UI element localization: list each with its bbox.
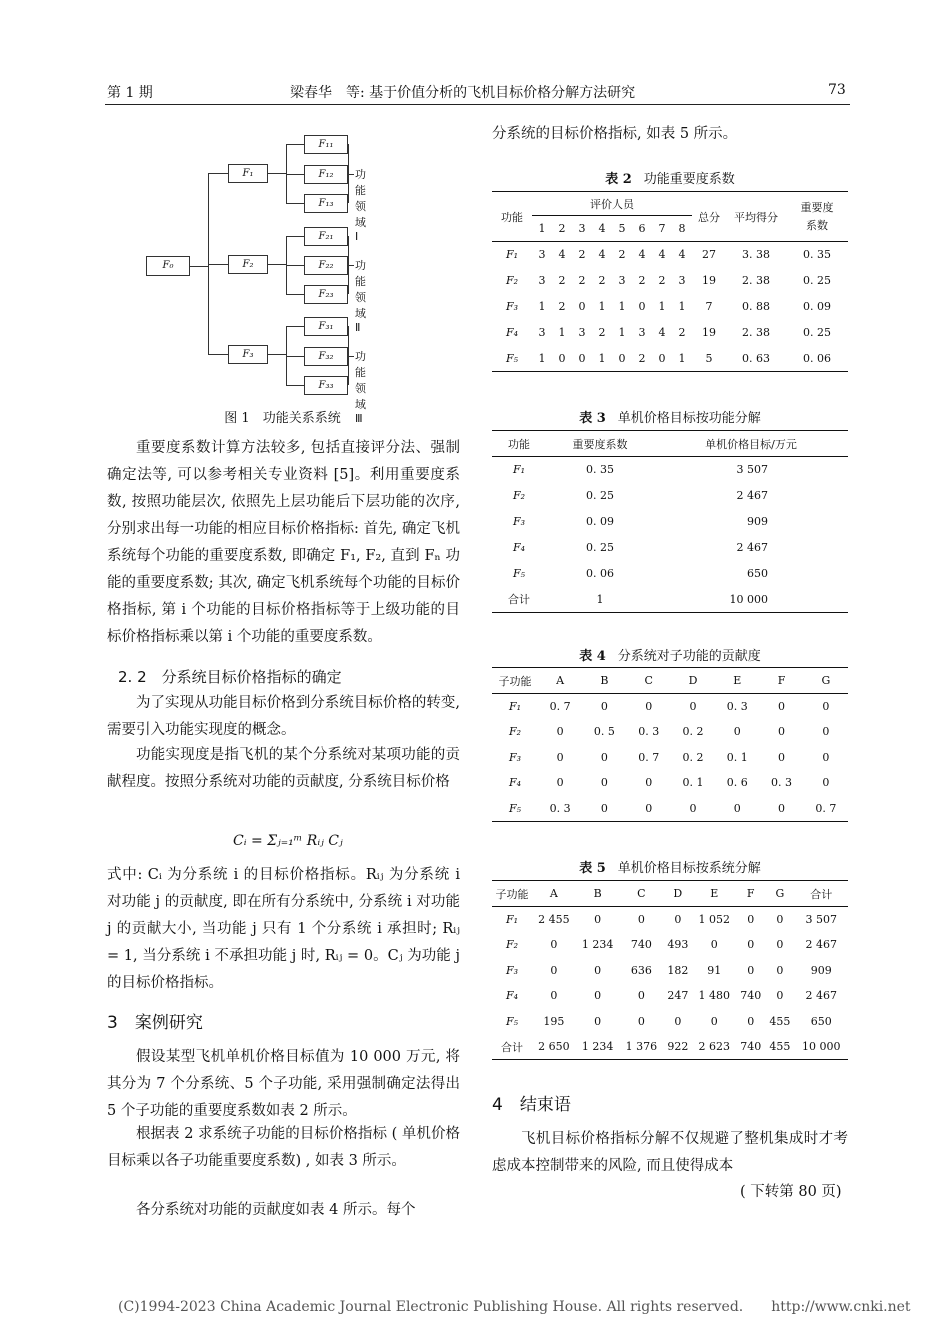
table-cell: 0. 3 — [638, 725, 660, 739]
table-cell: 740 — [740, 989, 762, 1003]
node-f21: F₂₁ — [304, 227, 348, 246]
table-cell: 0 — [778, 725, 786, 739]
function-cell: F₅ — [492, 346, 532, 372]
table-row — [492, 983, 848, 1009]
table-cell: 0 — [747, 913, 755, 926]
table-cell: 0 — [594, 963, 602, 977]
table-cell: 0. 2 — [682, 725, 704, 739]
section-4-heading: 4 结束语 — [492, 1095, 571, 1115]
score-cell: 0 — [638, 300, 646, 313]
table-cell: 0 — [645, 776, 653, 790]
score-cell: 1 — [618, 326, 626, 339]
table-cell: 0 — [637, 913, 645, 926]
table-row — [492, 694, 848, 720]
table-cell: F₃ — [505, 963, 519, 977]
node-f33: F₃₃ — [304, 376, 348, 395]
score-cell: 3 — [538, 248, 546, 262]
score-cell: 1 — [532, 346, 552, 372]
score-cell: 4 — [658, 326, 666, 339]
table-cell: 0. 2 — [682, 750, 704, 764]
table-cell: F₂ — [505, 938, 519, 952]
table-cell: 0 — [778, 750, 786, 764]
function-cell: F₁ — [512, 463, 526, 477]
score-cell: 2 — [658, 274, 666, 287]
score-cell: 3 — [578, 326, 586, 339]
coef-cell: 0. 35 — [803, 248, 831, 262]
table5-caption: 表 5 单机价格目标按系统分解 — [579, 861, 761, 876]
table-cell: 0 — [710, 1014, 718, 1028]
table-cell: 0 — [637, 1014, 645, 1028]
table-cell: 0. 3 — [771, 776, 793, 790]
score-cell: 0 — [612, 346, 632, 372]
table-cell: 740 — [736, 1034, 765, 1060]
table-cell: 0 — [550, 963, 558, 977]
coef-cell: 0. 35 — [586, 463, 614, 477]
table-cell: 1 052 — [698, 913, 731, 926]
price-cell: 650 — [747, 567, 768, 580]
table-cell: 0. 6 — [726, 776, 748, 790]
table-cell: 0 — [550, 989, 558, 1003]
coef-cell: 0. 25 — [803, 274, 831, 287]
table-cell: 0 — [759, 796, 803, 822]
table-cell: 0 — [689, 700, 697, 713]
total-cell: 27 — [702, 248, 716, 262]
coef-cell: 1 — [546, 587, 654, 613]
node-f11: F₁₁ — [304, 135, 348, 154]
table-cell: F₃ — [508, 750, 522, 764]
avg-cell: 0. 88 — [742, 300, 770, 313]
table-cell: 3 507 — [805, 913, 837, 926]
coef-cell: 0. 06 — [586, 567, 614, 580]
node-f3: F₃ — [228, 345, 268, 364]
table-cell: 909 — [810, 963, 832, 977]
table-cell: 0 — [600, 750, 608, 764]
figure-caption: 图 1 功能关系系统 — [224, 411, 341, 426]
table-row — [492, 483, 848, 509]
table-cell: 740 — [630, 938, 652, 952]
function-cell: F₅ — [512, 567, 526, 580]
table-3: 功能 重要度系数 单机价格目标/万元 F₁ 0. 35 3 507 F₂ 0. 25 2 467 F₃ 0. 09 909 F₄ 0. 25 2 467 F₅ 0. 06 650 合计 1 10 000 — [492, 430, 848, 613]
page-number: 73 — [828, 82, 846, 98]
table-cell: 922 — [663, 1034, 692, 1060]
paragraph-transition: 为了实现从功能目标价格到分系统目标价格的转变, 需要引入功能实现度的概念。 — [107, 695, 460, 738]
table-cell: F₅ — [492, 796, 538, 822]
table-cell: 0 — [671, 796, 715, 822]
table-cell: F₅ — [505, 1014, 519, 1028]
table-cell: 1 234 — [581, 938, 614, 952]
table-cell: 2 455 — [538, 913, 570, 926]
score-cell: 2 — [598, 274, 606, 287]
table-cell: 0 — [600, 700, 608, 713]
table-cell: 0. 7 — [804, 796, 848, 822]
table-cell: F₁ — [505, 913, 519, 926]
coef-cell: 0. 09 — [803, 300, 831, 313]
score-cell: 0 — [652, 346, 672, 372]
price-cell: 909 — [747, 515, 768, 528]
table-5: 子功能 A B C D E F G 合计 F₁ 2 455 0 0 0 1 052 0 0 3 507 F₂ 0 1 234 740 493 0 0 0 2 467 F₃ 0 0 636 182 91 0 0 909 F₄ 0 0 0 247 1 480 740 0 2 467 F₅ 195 0 0 0 0 0 455 650 合计 2 650 1 234 1 376 922 2 623 740 455 10 000 — [492, 880, 848, 1060]
score-cell: 4 — [558, 248, 566, 262]
table-cell: 0 — [582, 796, 626, 822]
total-cell: 5 — [692, 346, 726, 372]
coef-cell: 0. 06 — [786, 346, 848, 372]
table-cell: 0 — [594, 989, 602, 1003]
table-cell: 0 — [715, 796, 759, 822]
total-cell: 7 — [705, 300, 713, 313]
price-cell: 2 467 — [736, 541, 768, 554]
table-cell: 2 650 — [532, 1034, 576, 1060]
table-cell: 0 — [822, 725, 830, 739]
table-cell: 0 — [776, 938, 784, 952]
coef-cell: 0. 25 — [586, 541, 614, 554]
avg-cell: 0. 63 — [726, 346, 786, 372]
score-cell: 1 — [658, 300, 666, 313]
coef-cell: 0. 09 — [586, 515, 614, 528]
table-row — [492, 535, 848, 561]
score-cell: 3 — [538, 326, 546, 339]
score-cell: 1 — [592, 346, 612, 372]
node-f23: F₂₃ — [304, 285, 348, 304]
table-row — [492, 932, 848, 958]
table-row — [492, 796, 848, 822]
table-cell: 10 000 — [794, 1034, 848, 1060]
score-cell: 3 — [678, 274, 686, 287]
price-cell: 2 467 — [736, 489, 768, 502]
formula-ci: Cᵢ = Σⱼ₌₁ᵐ Rᵢⱼ Cⱼ — [233, 833, 343, 849]
table-row — [492, 1034, 848, 1060]
table-2: 功能 评价人员 总分 平均得分 重要度系数 1 2 3 4 5 6 7 8 F₁ 3 4 2 4 2 4 4 4 27 3. 38 0. 35 F₂ 3 2 2 2 3 2 2 3 19 2. 38 0. 25 F₃ 1 2 0 1 1 0 1 1 7 0. 88 0. 09 F₄ 3 1 3 2 1 3 4 2 19 2. 38 0. 25 F₅ 1 0 0 1 0 2 0 1 5 0. 63 0. 06 — [492, 191, 848, 372]
score-cell: 2 — [558, 300, 566, 313]
table-row — [492, 457, 848, 483]
paragraph-formula-explain: 式中: Cᵢ 为分系统 i 的目标价格指标。Rᵢⱼ 为分系统 i 对功能 j 的贡献度, 即在所有分系统中, 分系统 i 对功能 j 的贡献大小, 当功能 j 只有 1 个分系统 i 承担时; Rᵢⱼ = 1, 当分系统 i 不承担功能 j 时, Rᵢⱼ = 0。Cⱼ 为功能 j 的目标价格指标。 — [107, 867, 460, 991]
node-f13: F₁₃ — [304, 194, 348, 213]
score-cell: 2 — [638, 274, 646, 287]
table-cell: F₄ — [505, 989, 519, 1003]
paragraph-importance: 重要度系数计算方法较多, 包括直接评分法、强制确定法等, 可以参考相关专业资料 [5]。利用重要度系数, 按照功能层次, 依照先上层功能后下层功能的次序, 分别求出每一功能的相应目标价格指标: 首先, 确定飞机系统每个功能的重要度系数, 即确定 F₁, F₂, 直到 Fₙ 功能的重要度系数; 其次, 确定飞机系统每个功能的目标价格指标, 第 i 个功能的目标价格指标等于上级功能的目标价格指标乘以第 i 个功能的重要度系数。 — [107, 440, 460, 645]
header-rule — [105, 104, 850, 105]
node-f0: F₀ — [146, 256, 190, 276]
table-cell: 0 — [556, 725, 564, 739]
table-cell: 1 376 — [620, 1034, 664, 1060]
table-row — [492, 1009, 848, 1035]
table-cell: 0. 5 — [593, 725, 615, 739]
table-cell: 0 — [594, 1014, 602, 1028]
total-cell: 19 — [702, 326, 716, 339]
table-cell: 0 — [710, 938, 718, 952]
score-cell: 4 — [638, 248, 646, 262]
table-row — [492, 320, 848, 346]
table-row — [492, 958, 848, 984]
domain-label-3: 功能领域 Ⅲ — [355, 350, 366, 425]
table-cell: 0 — [778, 700, 786, 713]
score-cell: 1 — [598, 300, 606, 313]
score-cell: 2 — [598, 326, 606, 339]
score-cell: 1 — [558, 326, 566, 339]
score-cell: 2 — [678, 326, 686, 339]
function-cell: F₃ — [505, 300, 519, 313]
score-cell: 4 — [678, 248, 686, 262]
score-cell: 0 — [578, 300, 586, 313]
paragraph-realization: 功能实现度是指飞机的某个分系统对某项功能的贡献程度。按照分系统对功能的贡献度, 分系统目标价格 — [107, 747, 460, 790]
table-cell: 0 — [747, 938, 755, 952]
paragraph-table4-ref: 各分系统对功能的贡献度如表 4 所示。每个 — [136, 1202, 416, 1218]
total-cell: 19 — [702, 274, 716, 287]
table-cell: 0 — [550, 938, 558, 952]
price-cell: 3 507 — [736, 463, 768, 477]
table-row — [492, 587, 848, 613]
score-cell: 2 — [618, 248, 626, 262]
paragraph-conclusion: 飞机目标价格指标分解不仅规避了整机集成时才考虑成本控制带来的风险, 而且使得成本 — [492, 1131, 848, 1174]
table-row — [492, 719, 848, 745]
table-row — [492, 346, 848, 372]
table-row — [492, 745, 848, 771]
domain-label-1: 功能领域 Ⅰ — [355, 168, 366, 243]
paragraph-table3-ref: 根据表 2 求系统子功能的目标价格指标 ( 单机价格目标乘以各子功能重要度系数) , 如表 3 所示。 — [107, 1126, 460, 1169]
table-cell: F₁ — [508, 700, 522, 713]
table-cell: 2 467 — [805, 938, 837, 952]
avg-cell: 2. 38 — [742, 274, 770, 287]
table-cell: 2 623 — [692, 1034, 736, 1060]
table-cell: 91 — [707, 963, 722, 977]
table-cell: 0. 3 — [726, 700, 748, 713]
avg-cell: 3. 38 — [742, 248, 770, 262]
table-row — [492, 242, 848, 268]
table-cell: 0 — [822, 776, 830, 790]
table-cell: 0. 3 — [538, 796, 582, 822]
score-cell: 4 — [658, 248, 666, 262]
paragraph-case: 假设某型飞机单机价格目标值为 10 000 万元, 将其分为 7 个分系统、5 个子功能, 采用强制确定法得出 5 个子功能的重要度系数如表 2 所示。 — [107, 1049, 460, 1119]
score-cell: 0 — [552, 346, 572, 372]
coef-cell: 0. 25 — [803, 326, 831, 339]
table-cell: 0 — [747, 1014, 755, 1028]
table-row — [492, 561, 848, 587]
section-3-heading: 3 案例研究 — [107, 1013, 203, 1033]
node-f1: F₁ — [228, 164, 268, 183]
running-title: 梁春华 等: 基于价值分析的飞机目标价格分解方法研究 — [290, 85, 636, 101]
function-cell: F₄ — [505, 326, 519, 339]
table-cell: 0 — [600, 776, 608, 790]
table-cell: 0 — [556, 750, 564, 764]
table4-caption: 表 4 分系统对子功能的贡献度 — [579, 649, 761, 664]
score-cell: 3 — [638, 326, 646, 339]
domain-label-2: 功能领域 Ⅱ — [355, 259, 366, 334]
score-cell: 2 — [558, 274, 566, 287]
score-cell: 2 — [632, 346, 652, 372]
table-cell: 0 — [776, 989, 784, 1003]
coef-cell: 0. 25 — [586, 489, 614, 502]
table-cell: 455 — [769, 1014, 791, 1028]
table-cell: 0 — [776, 963, 784, 977]
table-row — [492, 509, 848, 535]
function-cell: F₁ — [505, 248, 519, 262]
score-cell: 1 — [672, 346, 692, 372]
table-cell: 195 — [543, 1014, 565, 1028]
score-cell: 3 — [538, 274, 546, 287]
table-cell: 493 — [667, 938, 689, 952]
table-row — [492, 770, 848, 796]
score-cell: 2 — [578, 274, 586, 287]
journal-issue: 第 1 期 — [107, 85, 153, 101]
table-cell: 650 — [810, 1014, 832, 1028]
score-cell: 1 — [678, 300, 686, 313]
table-cell: 0. 7 — [549, 700, 571, 713]
node-f32: F₃₂ — [304, 347, 348, 366]
score-cell: 4 — [598, 248, 606, 262]
function-cell: F₂ — [505, 274, 519, 287]
table-cell: 0 — [822, 700, 830, 713]
table-cell: 1 234 — [576, 1034, 620, 1060]
table-cell: 0 — [822, 750, 830, 764]
score-cell: 1 — [618, 300, 626, 313]
price-cell: 10 000 — [654, 587, 848, 613]
score-cell: 1 — [538, 300, 546, 313]
score-cell: 2 — [578, 248, 586, 262]
table-cell: 2 467 — [805, 989, 837, 1003]
table-row — [492, 907, 848, 933]
node-f22: F₂₂ — [304, 256, 348, 275]
paragraph-table5-ref: 分系统的目标价格指标, 如表 5 所示。 — [492, 126, 738, 142]
score-cell: 3 — [618, 274, 626, 287]
table3-caption: 表 3 单机价格目标按功能分解 — [579, 411, 761, 426]
table-row — [492, 294, 848, 320]
copyright-footer: (C)1994-2023 China Academic Journal Electronic Publishing House. All rights reserved. http://www.cnki.net — [118, 1299, 911, 1315]
table-cell: 0 — [674, 1014, 682, 1028]
node-f2: F₂ — [228, 255, 268, 274]
table-cell: 636 — [630, 963, 652, 977]
table-cell: 0 — [637, 989, 645, 1003]
table-cell: 182 — [667, 963, 689, 977]
table-cell: 0 — [747, 963, 755, 977]
table-cell: 0. 7 — [638, 750, 660, 764]
table-row — [492, 268, 848, 294]
table-4: 子功能 A B C D E F G F₁ 0. 7 0 0 0 0. 3 0 0 F₂ 0 0. 5 0. 3 0. 2 0 0 0 F₃ 0 0 0. 7 0. 2 0. 1 0 0 F₄ 0 0 0 0. 1 0. 6 0. 3 0 F₅ 0. 3 0 0 0 0 0 0. 7 — [492, 667, 848, 822]
table-cell: 455 — [765, 1034, 794, 1060]
function-cell: F₂ — [512, 489, 526, 502]
table-cell: 0 — [776, 913, 784, 926]
table-cell: 0. 1 — [726, 750, 748, 764]
table-cell: F₄ — [508, 776, 522, 790]
table-cell: 0 — [733, 725, 741, 739]
table-cell: 0 — [556, 776, 564, 790]
node-f12: F₁₂ — [304, 165, 348, 184]
table-cell: 0 — [594, 913, 602, 926]
section-2-2-heading: 2. 2 分系统目标价格指标的确定 — [118, 668, 342, 686]
table-cell: 0. 1 — [682, 776, 704, 790]
table-cell: F₂ — [508, 725, 522, 739]
function-cell: F₃ — [512, 515, 526, 528]
table2-caption: 表 2 功能重要度系数 — [605, 172, 735, 187]
table-cell: 1 480 — [698, 989, 731, 1003]
table-cell: 合计 — [492, 1034, 532, 1060]
table-cell: 0 — [674, 913, 682, 926]
score-cell: 0 — [572, 346, 592, 372]
node-f31: F₃₁ — [304, 317, 348, 336]
table-cell: 0 — [645, 700, 653, 713]
function-cell: 合计 — [492, 587, 546, 613]
continued-note: ( 下转第 80 页) — [740, 1184, 842, 1200]
function-cell: F₄ — [512, 541, 526, 554]
avg-cell: 2. 38 — [742, 326, 770, 339]
table-cell: 247 — [667, 989, 689, 1003]
table-cell: 0 — [627, 796, 671, 822]
